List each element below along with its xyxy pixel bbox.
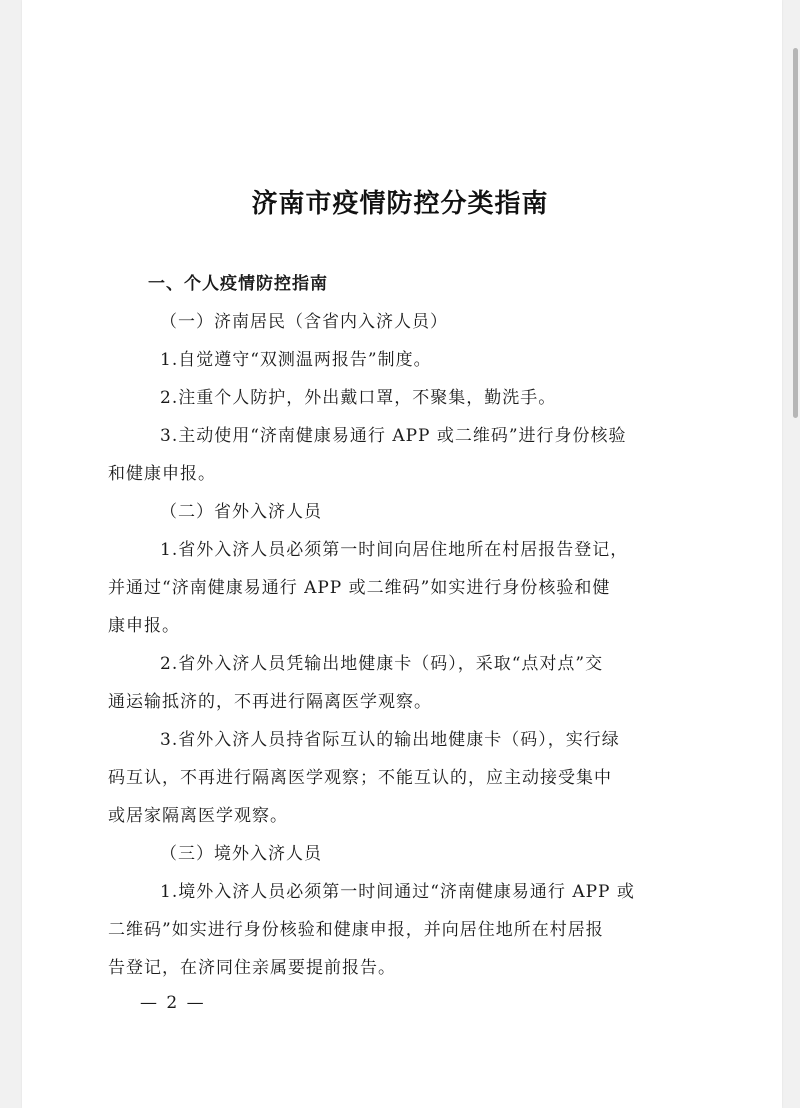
document-title: 济南市疫情防控分类指南 <box>251 189 549 219</box>
page-number: — 2 — <box>140 993 206 1013</box>
paragraph-line: 2.省外入济人员凭输出地健康卡（码），采取“点对点”交 <box>160 654 604 674</box>
paragraph-line: 康申报。 <box>108 616 180 636</box>
section-heading: 一、个人疫情防控指南 <box>148 274 328 294</box>
paragraph-line: 告登记，在济同住亲属要提前报告。 <box>108 958 396 978</box>
paragraph-line: 1.自觉遵守“双测温两报告”制度。 <box>160 350 432 370</box>
paragraph-line: 或居家隔离医学观察。 <box>108 806 288 826</box>
vertical-scrollbar[interactable] <box>793 48 798 418</box>
subsection-heading-overseas: （三）境外入济人员 <box>160 844 322 864</box>
paragraph-line: 1.省外入济人员必须第一时间向居住地所在村居报告登记， <box>160 540 629 560</box>
paragraph-line: 2.注重个人防护，外出戴口罩，不聚集，勤洗手。 <box>160 388 557 408</box>
paragraph-line: 3.省外入济人员持省际互认的输出地健康卡（码），实行绿 <box>160 730 620 750</box>
paragraph-line: 码互认，不再进行隔离医学观察；不能互认的，应主动接受集中 <box>108 768 612 788</box>
subsection-heading-out-of-province: （二）省外入济人员 <box>160 502 322 522</box>
paragraph-line: 通运输抵济的，不再进行隔离医学观察。 <box>108 692 432 712</box>
paragraph-line: 1.境外入济人员必须第一时间通过“济南健康易通行 APP 或 <box>160 882 635 902</box>
subsection-heading-residents: （一）济南居民（含省内入济人员） <box>160 312 448 332</box>
paragraph-line: 并通过“济南健康易通行 APP 或二维码”如实进行身份核验和健 <box>108 578 611 598</box>
paragraph-line: 二维码”如实进行身份核验和健康申报，并向居住地所在村居报 <box>108 920 604 940</box>
paragraph-line: 和健康申报。 <box>108 464 216 484</box>
paragraph-line: 3.主动使用“济南健康易通行 APP 或二维码”进行身份核验 <box>160 426 627 446</box>
